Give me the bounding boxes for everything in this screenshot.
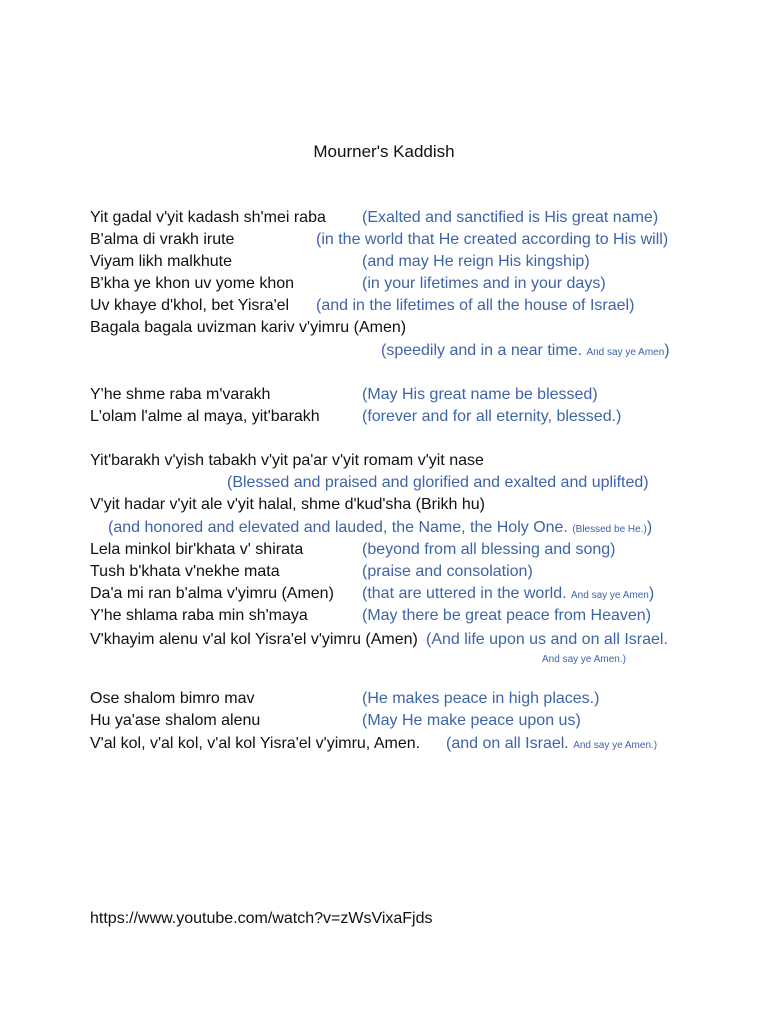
aramaic-line: Tush b'khata v'nekhe mata [90,563,280,580]
aramaic-line: Viyam likh malkhute [90,253,232,270]
translation-line: (and in the lifetimes of all the house of Israel) [316,297,635,314]
translation-line [108,518,652,540]
aramaic-line: Da'a mi ran b'alma v'yimru (Amen) [90,585,334,602]
closing-paren: ) [664,342,670,359]
aramaic-line: B'kha ye khon uv yome khon [90,275,295,292]
aramaic-line: B'alma di vrakh irute [90,231,235,248]
aramaic-line: Hu ya'ase shalom alenu [90,712,261,729]
translation-line: (in the world that He created according to His will) [316,231,669,248]
aramaic-line: Uv khaye d'khol, bet Yisra'el [90,297,290,314]
aramaic-line: Lela minkol bir'khata v' shirata [90,541,304,558]
translation-text: (and on all Israel. [446,735,569,752]
response-text: (Blessed be He.) [572,524,647,535]
response-text: And say ye Amen [586,347,665,358]
video-link[interactable]: https://www.youtube.com/watch?v=zWsVixaFjds [90,910,433,927]
translation-line: (And life upon us and on all Israel. [426,631,668,648]
aramaic-line: V'yit hadar v'yit ale v'yit halal, shme d'kud'sha (Brikh hu) [90,496,485,513]
translation-line [381,341,670,363]
translation-text: (and honored and elevated and lauded, the Name, the Holy One. [108,519,568,536]
aramaic-line: Ose shalom bimro mav [90,690,255,707]
translation-line: (Exalted and sanctified is His great name) [362,209,659,226]
aramaic-line: Yit'barakh v'yish tabakh v'yit pa'ar v'yit romam v'yit nase [90,452,484,469]
translation-text: (that are uttered in the world. [362,585,567,602]
aramaic-line: Y'he shme raba m'varakh [90,386,271,403]
translation-line [362,584,654,606]
response-text: And say ye Amen [571,590,649,601]
closing-paren: ) [646,519,653,536]
translation-text: (speedily and in a near time. [381,342,582,359]
aramaic-line: Yit gadal v'yit kadash sh'mei raba [90,209,326,226]
translation-line: (in your lifetimes and in your days) [362,275,606,292]
aramaic-line: V'al kol, v'al kol, v'al kol Yisra'el v'yimru, Amen. [90,735,421,752]
translation-line [446,734,657,756]
translation-line: (forever and for all eternity, blessed.) [362,408,622,425]
aramaic-line: Y'he shlama raba min sh'maya [90,607,308,624]
translation-line: (May there be great peace from Heaven) [362,607,652,624]
translation-line: (He makes peace in high places.) [362,690,600,707]
translation-line: (Blessed and praised and glorified and exalted and uplifted) [227,474,649,491]
closing-paren: ) [648,585,655,602]
aramaic-line: L'olam l'alme al maya, yit'barakh [90,408,320,425]
aramaic-line: V'khayim alenu v'al kol Yisra'el v'yimru (Amen) [90,631,418,648]
translation-line: (beyond from all blessing and song) [362,541,616,558]
response-text: And say ye Amen.) [542,654,626,665]
translation-line: (May His great name be blessed) [362,386,598,403]
aramaic-line: Bagala bagala uvizman kariv v'yimru (Amen) [90,319,407,336]
translation-line: (and may He reign His kingship) [362,253,590,270]
translation-line: (May He make peace upon us) [362,712,581,729]
translation-line: (praise and consolation) [362,563,533,580]
page-title: Mourner's Kaddish [313,142,455,161]
response-text: And say ye Amen.) [573,740,658,751]
